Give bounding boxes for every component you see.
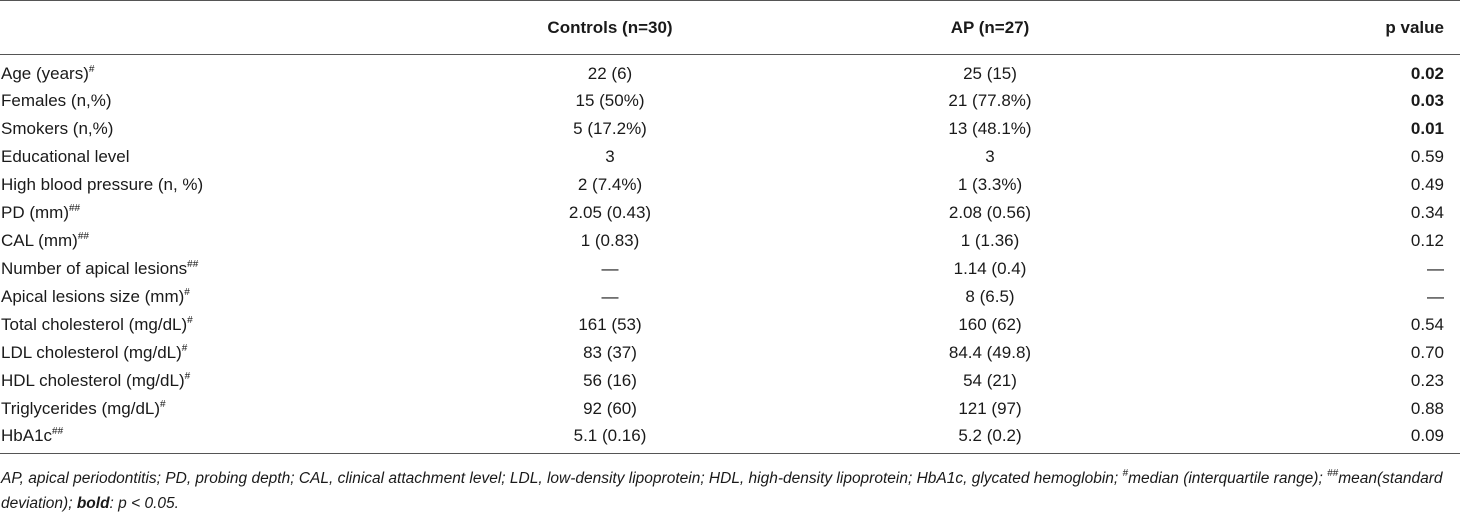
table-row	[0, 199, 1460, 227]
table-row	[0, 283, 1460, 311]
p-value: 0.88	[1410, 399, 1444, 418]
ap-value: 1 (3.3%)	[957, 175, 1023, 194]
p-value: 0.01	[1410, 119, 1444, 138]
ap-value: 1 (1.36)	[960, 231, 1020, 250]
row-label	[0, 395, 420, 423]
ap-value: 84.4 (49.8)	[948, 343, 1032, 362]
table-row	[0, 87, 1460, 115]
row-label-text: HDL cholesterol (mg/dL)	[1, 371, 185, 390]
row-label-text: Age (years)	[1, 64, 89, 83]
row-label-text: Number of apical lesions	[1, 259, 188, 278]
ap-value: 25 (15)	[963, 64, 1017, 83]
footnote-bold-word: bold	[76, 495, 110, 512]
ap-value: 2.08 (0.56)	[948, 203, 1032, 222]
row-label	[0, 171, 420, 199]
p-value: 0.12	[1410, 231, 1444, 250]
header-controls: Controls (n=30)	[420, 1, 800, 55]
p-value: 0.09	[1180, 423, 1460, 454]
controls-value: 3	[605, 147, 615, 166]
row-label-text: PD (mm)	[1, 203, 69, 222]
header-p-value: p value	[1180, 1, 1460, 55]
p-value: —	[1427, 287, 1444, 306]
table-row	[0, 367, 1460, 395]
p-value: 0.23	[1410, 371, 1444, 390]
controls-value: 83 (37)	[583, 343, 637, 362]
table-row	[0, 423, 1460, 454]
row-label	[0, 143, 420, 171]
ap-value: 121 (97)	[958, 399, 1022, 418]
row-label-text: HbA1c	[1, 426, 53, 445]
row-label-mark: ##	[187, 259, 199, 270]
footnote-significance: : p < 0.05.	[109, 495, 179, 512]
row-label-text: Smokers (n,%)	[1, 119, 114, 138]
ap-value: 5.2 (0.2)	[800, 423, 1180, 454]
controls-value: 1 (0.83)	[580, 231, 640, 250]
row-label-mark: ##	[68, 203, 81, 214]
table-row	[0, 171, 1460, 199]
row-label-mark: #	[184, 371, 191, 382]
ap-value: 54 (21)	[963, 371, 1017, 390]
row-label	[0, 283, 420, 311]
row-label-mark: #	[160, 399, 166, 410]
row-label-mark: #	[184, 287, 190, 298]
row-label-text: Total cholesterol (mg/dL)	[1, 315, 188, 334]
controls-value: —	[601, 287, 619, 306]
controls-value: 161 (53)	[578, 315, 642, 334]
controls-value: 15 (50%)	[575, 91, 645, 110]
ap-value: 1.14 (0.4)	[953, 259, 1027, 278]
p-value: 0.02	[1410, 64, 1444, 83]
row-label-mark: ##	[77, 231, 89, 242]
row-label-text: High blood pressure (n, %)	[1, 175, 204, 194]
table-row	[0, 311, 1460, 339]
row-label	[0, 311, 420, 339]
controls-value: 92 (60)	[583, 399, 637, 418]
footnote-abbreviations: AP, apical periodontitis; PD, probing depth; CAL, clinical attachment level; LDL, low-density lipoprotein; HDL, high-density lipoprotein; HbA1c, glycated hemoglobin;	[1, 470, 1123, 487]
p-value: 0.03	[1410, 91, 1444, 110]
row-label-mark: #	[88, 64, 95, 75]
row-label	[0, 199, 420, 227]
row-label-text: Triglycerides (mg/dL)	[1, 399, 161, 418]
header-characteristic	[0, 1, 420, 55]
controls-value: 5 (17.2%)	[573, 119, 647, 138]
row-label	[0, 115, 420, 143]
controls-value: —	[601, 259, 619, 278]
p-value: 0.70	[1410, 343, 1444, 362]
row-label	[0, 255, 420, 283]
ap-value: 21 (77.8%)	[948, 91, 1032, 110]
p-value: —	[1427, 259, 1444, 278]
row-label-mark: ##	[52, 426, 64, 437]
table-row	[0, 115, 1460, 143]
p-value: 0.54	[1410, 315, 1444, 334]
controls-value: 2 (7.4%)	[577, 175, 643, 194]
footnote-mark-single: #	[1122, 468, 1129, 479]
row-label-mark: #	[181, 343, 188, 354]
row-label	[0, 55, 420, 88]
row-label-text: LDL cholesterol (mg/dL)	[1, 343, 182, 362]
controls-value: 22 (6)	[587, 64, 633, 83]
table-row	[0, 255, 1460, 283]
table-row	[0, 55, 1460, 88]
row-label	[0, 339, 420, 367]
header-row	[0, 1, 1460, 55]
row-label-text: Apical lesions size (mm)	[1, 287, 185, 306]
table-body	[0, 55, 1460, 454]
ap-value: 3	[985, 147, 995, 166]
table-row	[0, 395, 1460, 423]
footnote-mark-double: ##	[1327, 468, 1339, 479]
controls-value: 5.1 (0.16)	[420, 423, 800, 454]
p-value: 0.49	[1410, 175, 1444, 194]
footnote-mean: mean(standard deviation);	[1, 470, 1443, 512]
controls-value: 2.05 (0.43)	[568, 203, 652, 222]
row-label	[0, 87, 420, 115]
footnote-median: median (interquartile range);	[1128, 470, 1328, 487]
row-label	[0, 423, 420, 454]
table-row	[0, 339, 1460, 367]
header-ap: AP (n=27)	[800, 1, 1180, 55]
ap-value: 13 (48.1%)	[948, 119, 1032, 138]
controls-value: 56 (16)	[583, 371, 637, 390]
row-label-text: CAL (mm)	[1, 231, 78, 250]
ap-value: 8 (6.5)	[965, 287, 1015, 306]
row-label-text: Females (n,%)	[1, 91, 112, 110]
row-label-text: Educational level	[1, 147, 130, 166]
table-row	[0, 143, 1460, 171]
table-footnote	[1, 466, 1456, 516]
p-value: 0.59	[1410, 147, 1444, 166]
row-label	[0, 227, 420, 255]
ap-value: 160 (62)	[958, 315, 1022, 334]
p-value: 0.34	[1410, 203, 1444, 222]
row-label	[0, 367, 420, 395]
row-label-mark: #	[187, 315, 193, 326]
table-row	[0, 227, 1460, 255]
